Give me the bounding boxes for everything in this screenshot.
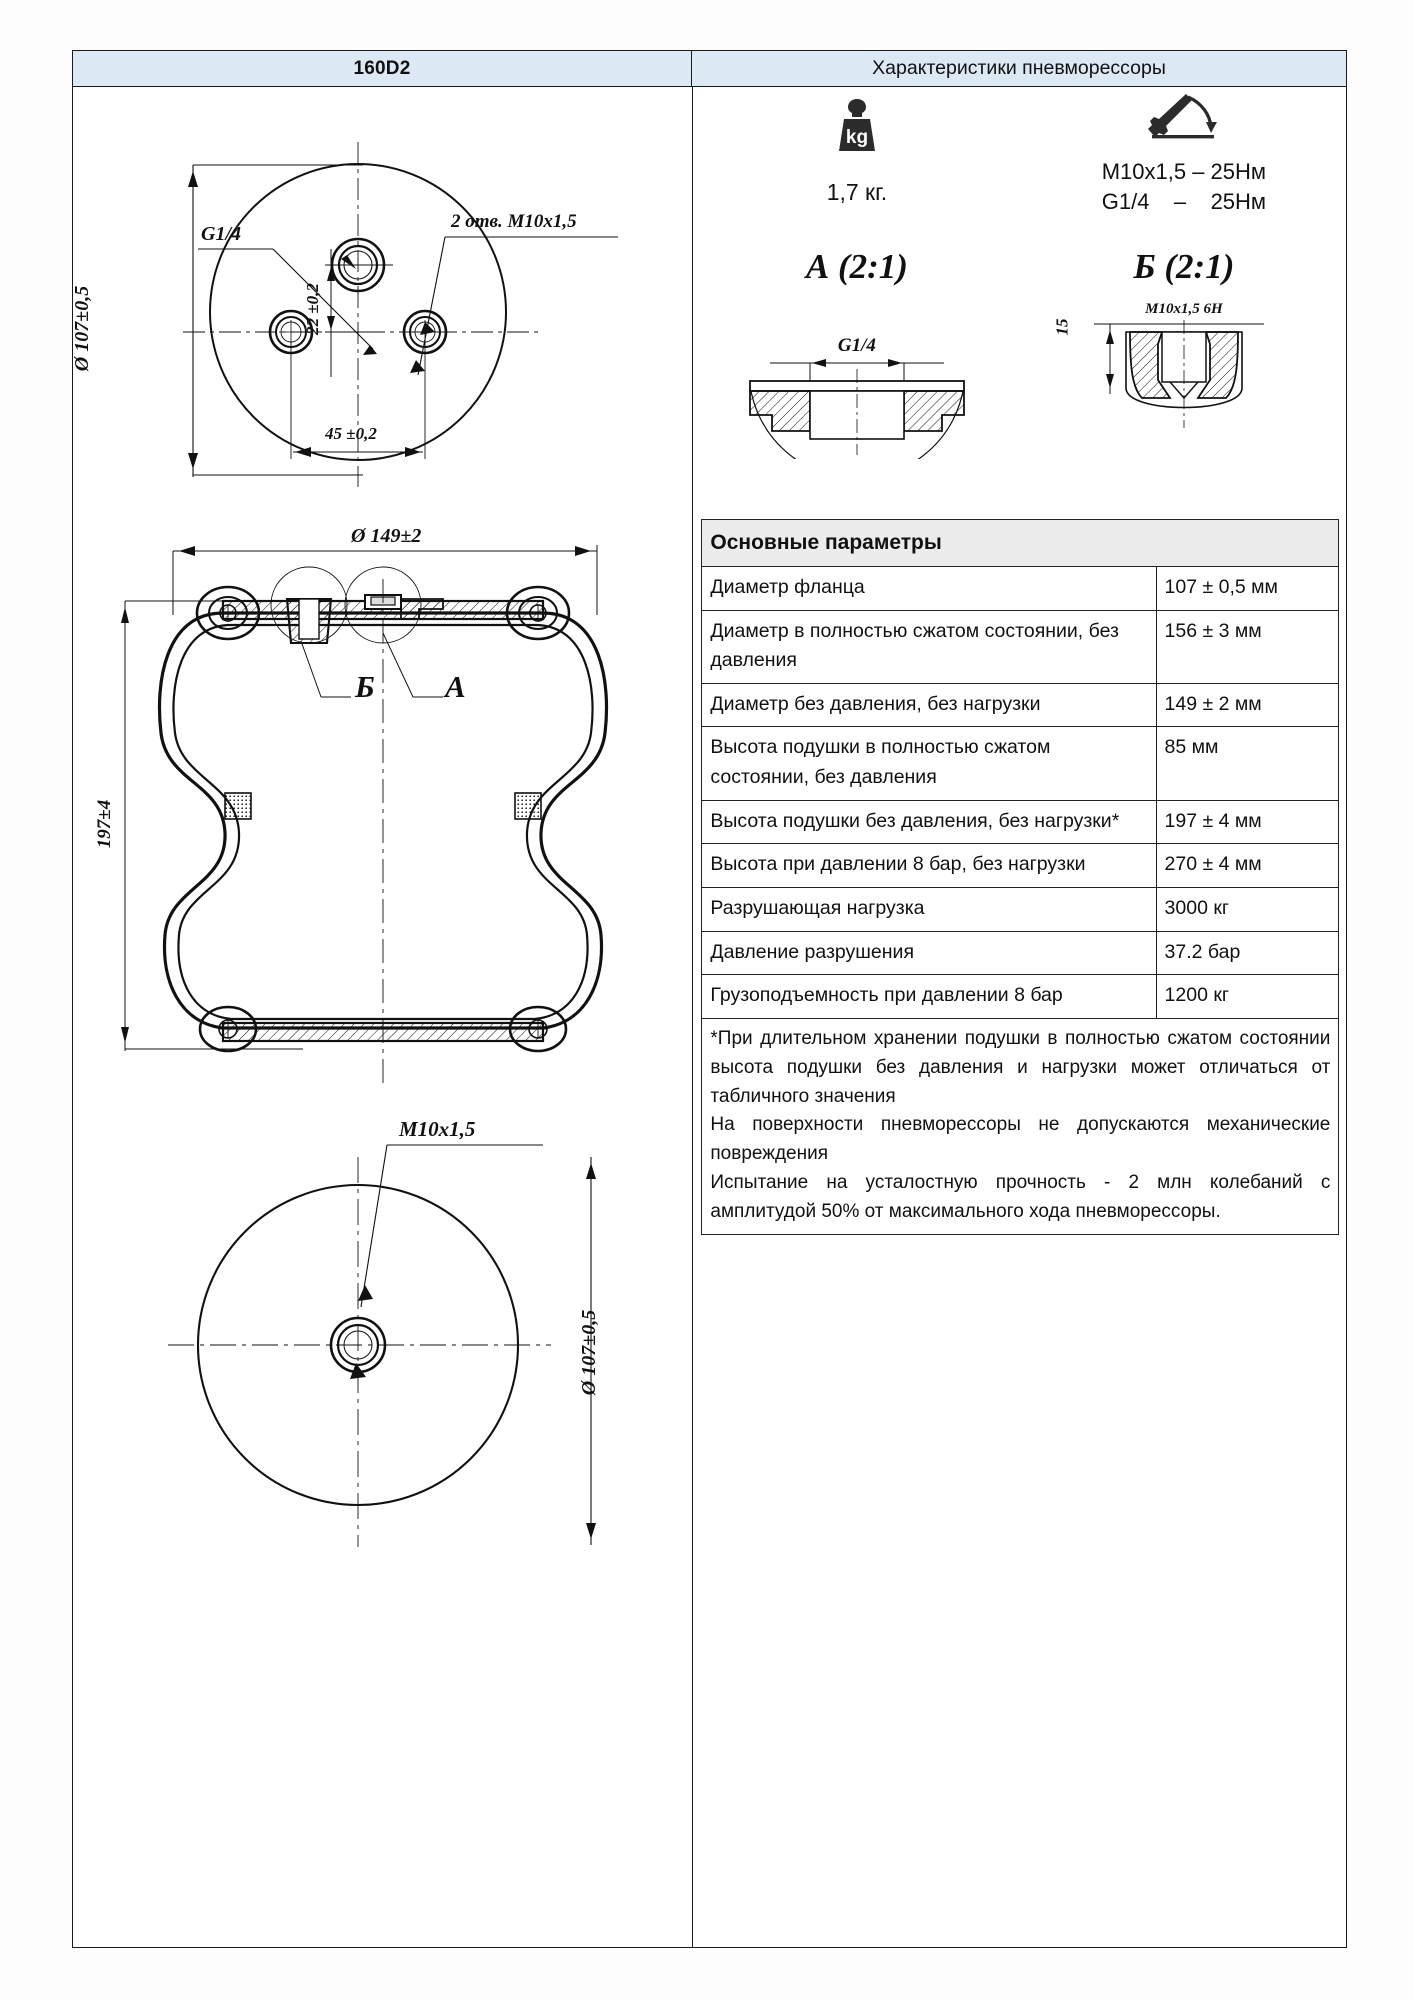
note-text: На поверхности пневморессоры не допускаются механические повреждения xyxy=(710,1114,1331,1165)
param-value: 1200 кг xyxy=(1156,975,1339,1019)
param-key: Диаметр в полностью сжатом состоянии, без давления xyxy=(702,610,1156,683)
table-row xyxy=(702,727,1339,800)
table-notes-row xyxy=(702,1018,1339,1234)
section-dim-height: 197±4 xyxy=(94,799,116,849)
detail-b-thread: M10x1,5 6H xyxy=(1145,301,1223,317)
note-text: *При длительном хранении подушки в полностью сжатом состоянии высота подушки без давления и нагрузки может отличаться от табличного значения xyxy=(710,1027,1331,1107)
table-row xyxy=(702,566,1339,610)
param-key: Диаметр без давления, без нагрузки xyxy=(702,683,1156,727)
torque-wrench-icon xyxy=(1140,89,1228,145)
page-title: Характеристики пневморессоры xyxy=(872,57,1166,79)
top-info-block xyxy=(693,87,1347,511)
sheet-header xyxy=(73,51,1346,87)
param-value: 37.2 бар xyxy=(1156,931,1339,975)
weight-block xyxy=(693,93,1020,206)
header-title-cell xyxy=(692,51,1346,86)
specifications-column xyxy=(693,87,1347,1947)
top-view-label-g14: G1/4 xyxy=(201,223,241,245)
detail-b-section xyxy=(1054,318,1314,436)
note-text: Испытание на усталостную прочность - 2 млн колебаний с амплитудой 50% от максимального хода пневморессоры. xyxy=(710,1172,1331,1223)
notes-cell xyxy=(702,1018,1339,1234)
weight-kg-icon xyxy=(822,93,892,163)
table-row xyxy=(702,800,1339,844)
detail-b-depth: 15 xyxy=(1052,318,1072,336)
top-view-dim-diameter: Ø 107±0,5 xyxy=(71,285,94,372)
bottom-view-label-thread: M10x1,5 xyxy=(399,1117,476,1141)
top-view-label-holes: 2 отв. M10x1,5 xyxy=(451,211,577,232)
detail-a-dim: G1/4 xyxy=(837,335,876,356)
header-part-number-cell xyxy=(73,51,692,86)
flange-top-view xyxy=(73,87,692,487)
detail-a-label: А (2:1) xyxy=(805,247,908,286)
table-head-row xyxy=(702,520,1339,567)
bellows-section-view xyxy=(73,483,692,1093)
detail-a-section xyxy=(712,359,1002,459)
param-value: 107 ± 0,5 мм xyxy=(1156,566,1339,610)
param-value: 85 мм xyxy=(1156,727,1339,800)
detail-b-label: Б (2:1) xyxy=(1133,247,1235,286)
part-number: 160D2 xyxy=(353,57,411,79)
param-key: Давление разрушения xyxy=(702,931,1156,975)
section-marker-b: Б xyxy=(355,669,375,704)
parameters-table xyxy=(701,519,1339,1235)
table-row xyxy=(702,975,1339,1019)
torque-line-1: M10x1,5 – 25Нм xyxy=(1101,159,1267,184)
table-title: Основные параметры xyxy=(702,520,1339,567)
param-value: 3000 кг xyxy=(1156,887,1339,931)
param-key: Высота подушки в полностью сжатом состоянии, без давления xyxy=(702,727,1156,800)
torque-block xyxy=(1020,89,1347,218)
param-key: Разрушающая нагрузка xyxy=(702,887,1156,931)
table-row xyxy=(702,683,1339,727)
table-row xyxy=(702,844,1339,888)
bottom-flange-view xyxy=(73,1087,692,1587)
drawing-sheet xyxy=(72,50,1347,1948)
param-value: 197 ± 4 мм xyxy=(1156,800,1339,844)
weight-value: 1,7 кг. xyxy=(826,179,888,205)
top-view-dim-horizontal: 45 ±0,2 xyxy=(325,424,377,443)
param-key: Высота подушки без давления, без нагрузки* xyxy=(702,800,1156,844)
param-key: Грузоподъемность при давлении 8 бар xyxy=(702,975,1156,1019)
section-dim-diameter: Ø 149±2 xyxy=(351,525,422,547)
table-row xyxy=(702,887,1339,931)
param-value: 270 ± 4 мм xyxy=(1156,844,1339,888)
section-marker-a: А xyxy=(445,669,466,704)
param-value: 156 ± 3 мм xyxy=(1156,610,1339,683)
top-view-dim-vertical: 22 ±0,2 xyxy=(302,283,322,335)
param-key: Высота при давлении 8 бар, без нагрузки xyxy=(702,844,1156,888)
detail-b-block xyxy=(1020,247,1347,436)
table-row xyxy=(702,610,1339,683)
torque-line-2: G1/4 – 25Нм xyxy=(1101,189,1267,215)
svg-text:kg: kg xyxy=(845,127,868,148)
param-key: Диаметр фланца xyxy=(702,566,1156,610)
bottom-view-dim-diameter: Ø 107±0,5 xyxy=(578,1309,601,1396)
param-value: 149 ± 2 мм xyxy=(1156,683,1339,727)
table-row xyxy=(702,931,1339,975)
drawings-column xyxy=(73,87,692,1947)
detail-a-block xyxy=(693,247,1020,459)
